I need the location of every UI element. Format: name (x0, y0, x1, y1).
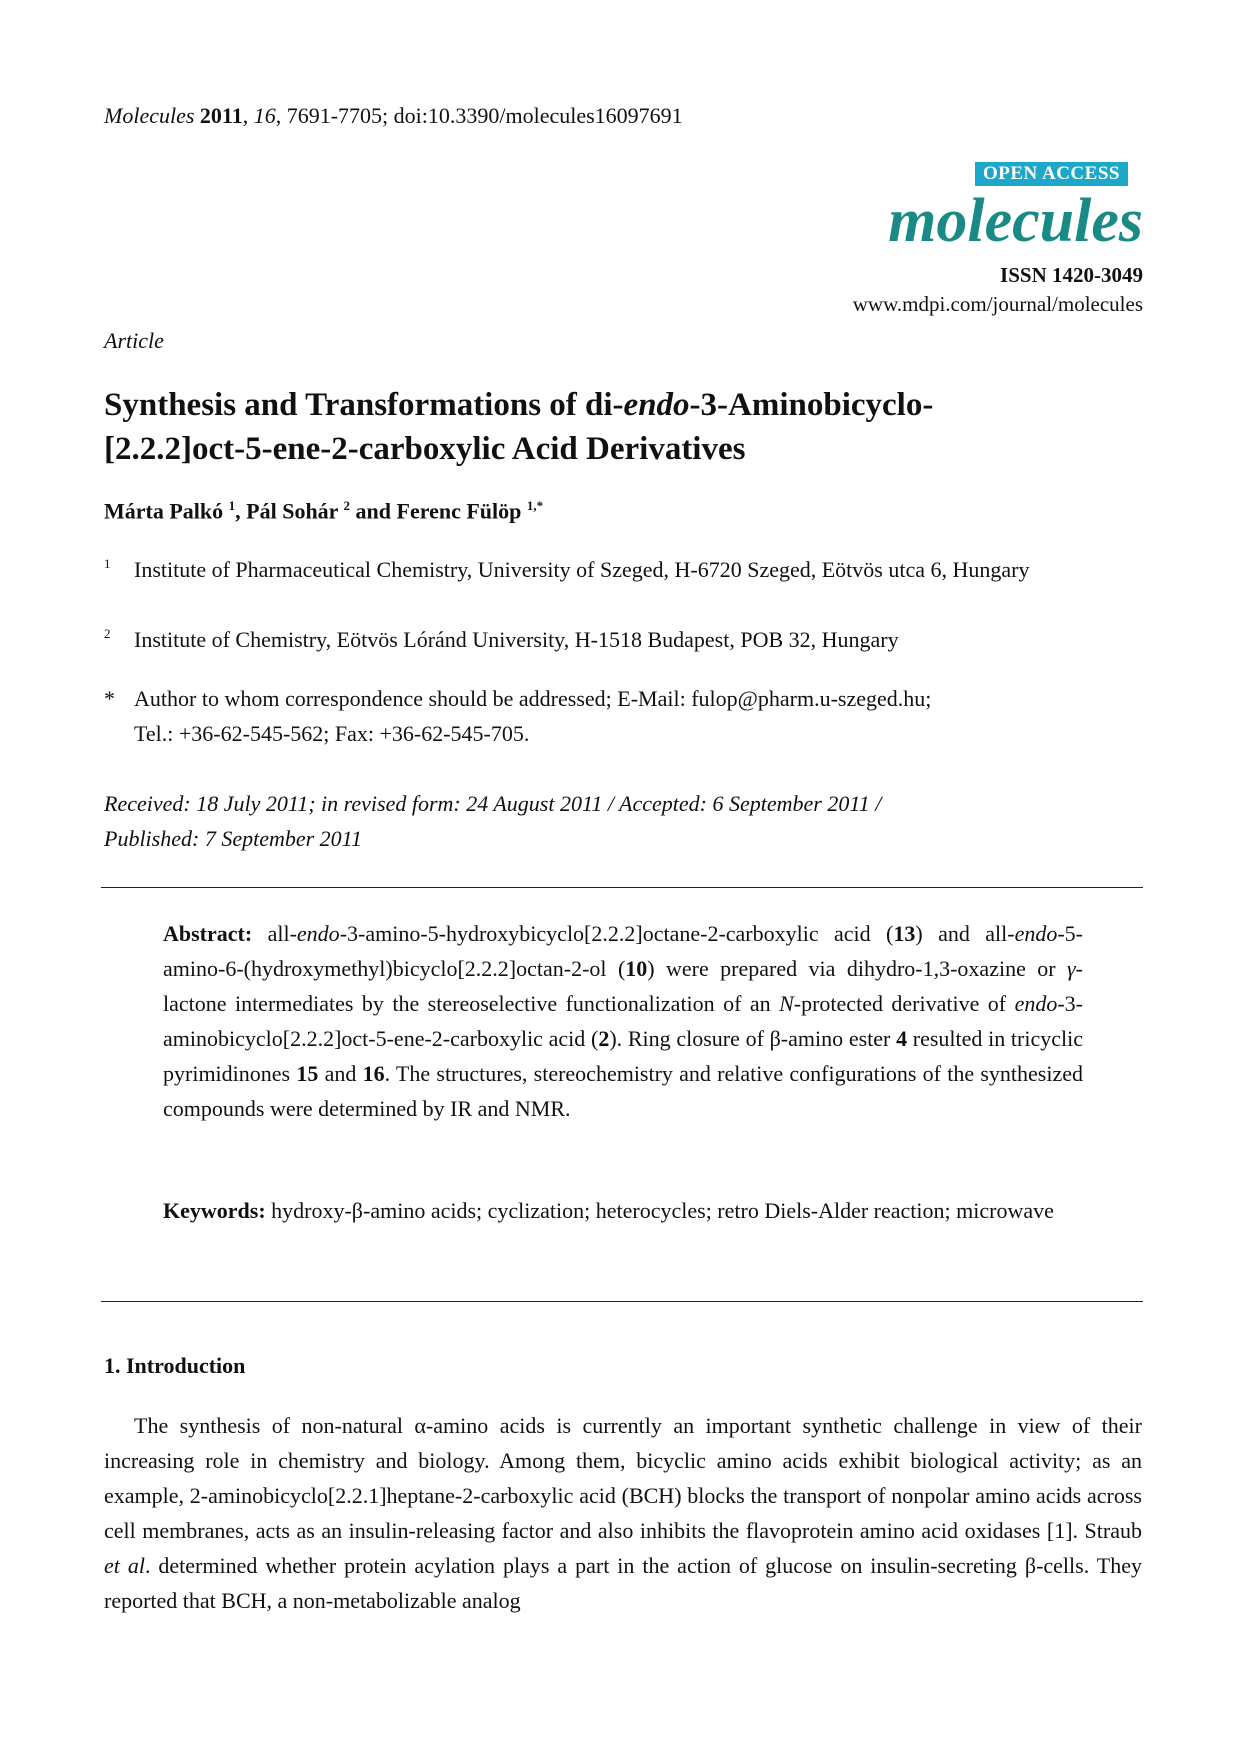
abstract-text: ) and all- (915, 921, 1015, 946)
compound-number: 4 (896, 1026, 908, 1051)
abstract-text: ). Ring closure of β-amino ester (609, 1026, 897, 1051)
journal-url[interactable]: www.mdpi.com/journal/molecules (852, 292, 1143, 316)
abstract-text: -3-amino-5-hydroxybicyclo[2.2.2]octane-2-carboxylic acid ( (339, 921, 894, 946)
abstract-text: -protected derivative of (793, 991, 1015, 1016)
compound-number: 15 (296, 1061, 319, 1086)
divider (101, 1301, 1143, 1302)
citation-pages-doi: , 7691-7705; doi:10.3390/molecules16097691 (275, 103, 683, 128)
author-name: Ferenc Fülöp (396, 498, 522, 524)
abstract-text: -3-aminobicyclo[2.2.2]oct-5-ene-2-carboxylic acid ( (163, 991, 1083, 1051)
intro-paragraph (104, 1408, 1142, 1618)
title-italic: endo (623, 387, 690, 423)
citation-volume: 16 (253, 103, 276, 128)
paragraph-text: . determined whether protein acylation plays a part in the action of glucose on insulin-secreting β-cells. They reported that BCH, a non-metabolizable analog (104, 1553, 1142, 1613)
dates-line: Received: 18 July 2011; in revised form: 24 August 2011 / Accepted: 6 September 2011 / (104, 791, 882, 816)
dates-line: Published: 7 September 2011 (104, 826, 363, 851)
abstract-italic: endo (1014, 921, 1058, 946)
abstract-label: Abstract: (163, 921, 253, 946)
abstract-text: . The structures, stereochemistry and relative configurations of the synthesized compounds were determined by IR and NMR. (163, 1061, 1084, 1121)
author-affiliation-mark: 1 (228, 498, 236, 513)
abstract-italic: endo (296, 921, 340, 946)
abstract (163, 916, 1083, 1126)
affiliation (104, 622, 1134, 657)
title-part: Synthesis and Transformations of di- (104, 387, 624, 423)
author-affiliation-mark: 1,* (526, 498, 544, 513)
compound-number: 10 (625, 956, 648, 981)
correspondence (104, 681, 1134, 751)
title-line2: [2.2.2]oct-5-ene-2-carboxylic Acid Derivatives (104, 431, 746, 467)
citation-journal: Molecules (104, 103, 195, 128)
paragraph-italic: et al (104, 1553, 145, 1578)
title-part: -3-Aminobicyclo- (689, 387, 934, 423)
citation-line: Molecules 2011, 16, 7691-7705; doi:10.3390/molecules16097691 (104, 103, 683, 128)
issn: ISSN 1420-3049 (1000, 263, 1143, 287)
correspondence-line: Tel.: +36-62-545-562; Fax: +36-62-545-705. (134, 721, 530, 746)
divider (101, 887, 1143, 888)
affiliation-text: Institute of Pharmaceutical Chemistry, University of Szeged, H-6720 Szeged, Eötvös utca 6, Hungary (134, 557, 1030, 582)
author-separator: and (350, 498, 397, 524)
author-affiliation-mark: 2 (343, 498, 351, 513)
keywords-label: Keywords: (163, 1198, 266, 1223)
article-type: Article (104, 328, 164, 353)
abstract-text: -lactone intermediates by the stereoselective functionalization of an (163, 956, 1083, 1016)
affiliation-mark: 2 (104, 626, 111, 641)
abstract-italic: N (779, 991, 794, 1016)
paper-title (104, 383, 1134, 471)
affiliation-mark: 1 (104, 556, 111, 571)
abstract-text: -5-amino-6-(hydroxymethyl)bicyclo[2.2.2]octan-2-ol ( (163, 921, 1083, 981)
affiliation (104, 552, 1134, 587)
section-heading: 1. Introduction (104, 1353, 246, 1378)
author-name: Pál Sohár (246, 498, 339, 524)
abstract-text: and (318, 1061, 363, 1086)
abstract-text: resulted in tricyclic pyrimidinones (163, 1026, 1083, 1086)
author-name: Márta Palkó (104, 498, 224, 524)
publication-dates (104, 786, 1134, 856)
abstract-italic: endo (1014, 991, 1058, 1016)
author-separator: , (235, 498, 247, 524)
compound-number: 2 (598, 1026, 610, 1051)
citation-year: 2011 (199, 103, 243, 128)
correspondence-mark: * (104, 686, 115, 711)
keywords-text: hydroxy-β-amino acids; cyclization; heterocycles; retro Diels-Alder reaction; microwave (265, 1198, 1054, 1223)
open-access-badge: OPEN ACCESS (975, 162, 1128, 186)
compound-number: 16 (362, 1061, 385, 1086)
abstract-italic: γ (1067, 956, 1076, 981)
correspondence-line: Author to whom correspondence should be addressed; E-Mail: fulop@pharm.u-szeged.hu; (134, 686, 932, 711)
journal-logo: molecules (888, 187, 1143, 255)
affiliation-text: Institute of Chemistry, Eötvös Lóránd University, H-1518 Budapest, POB 32, Hungary (134, 627, 899, 652)
author-list (104, 498, 543, 524)
keywords (163, 1193, 1083, 1228)
abstract-text: ) were prepared via dihydro-1,3-oxazine or (647, 956, 1067, 981)
compound-number: 13 (893, 921, 916, 946)
correspondence-text (134, 681, 1134, 751)
paragraph-text: The synthesis of non-natural α-amino acids is currently an important synthetic challenge in view of their increasing role in chemistry and biology. Among them, bicyclic amino acids exhibit biological activity; as an example, 2-aminobicyclo[2.2.1]heptane-2-carboxylic acid (BCH) blocks the transport of nonpolar amino acids across cell membranes, acts as an insulin-releasing factor and also inhibits the flavoprotein amino acid oxidases [1]. Straub (104, 1413, 1142, 1543)
abstract-text: all- (252, 921, 297, 946)
